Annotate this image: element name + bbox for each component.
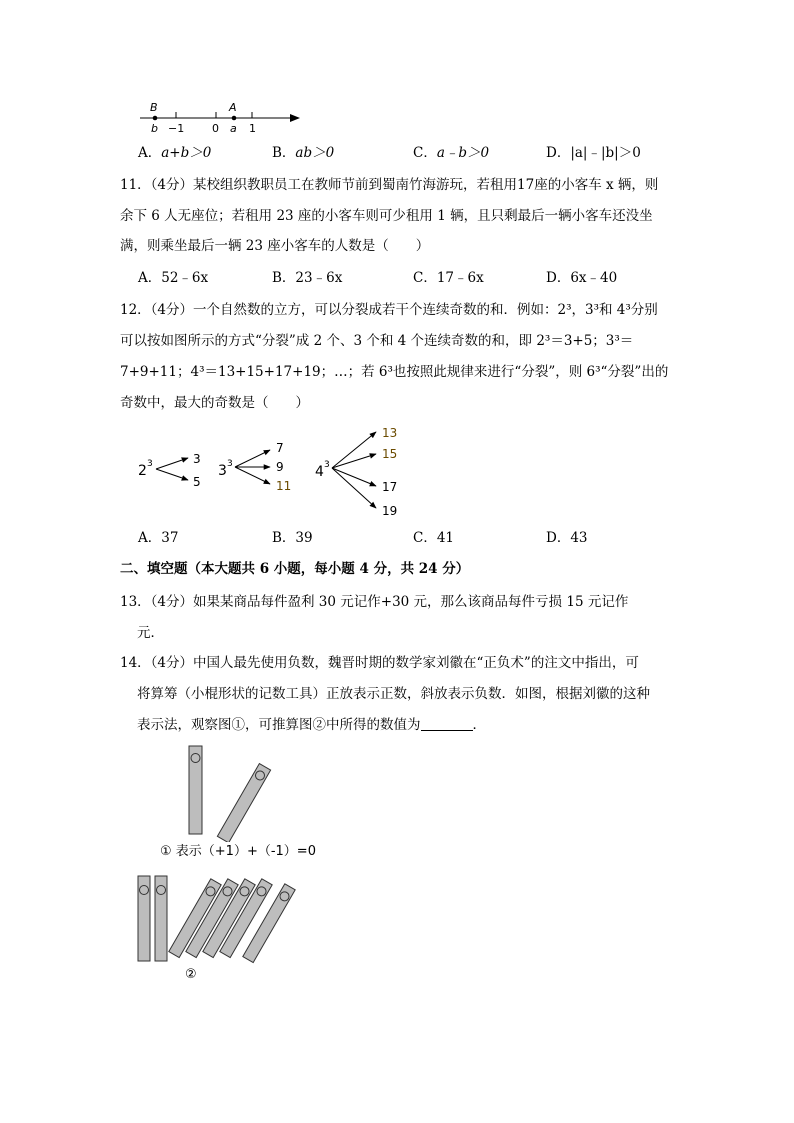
q11-line-2: 余下 6 人无座位；若租用 23 座的小客车则可少租用 1 辆，且只剩最后一辆小客车还没坐 bbox=[120, 208, 653, 224]
q11-option-d[interactable]: D．6x﹣40 bbox=[546, 270, 618, 286]
odd-5: 5 bbox=[193, 475, 201, 489]
q14-line-3 bbox=[137, 715, 486, 735]
q10-option-a-expr: a+b＞0 bbox=[161, 145, 212, 161]
q12-option-b[interactable]: B．39 bbox=[272, 530, 313, 546]
number-line-arrow bbox=[290, 114, 300, 122]
q12-line-2: 可以按如图所示的方式“分裂”成 2 个、3 个和 4 个连续奇数的和，即 2³＝3+5；3³＝ bbox=[120, 333, 634, 349]
base-three: 3 bbox=[218, 463, 227, 479]
odd-7: 7 bbox=[276, 441, 284, 455]
odd-3: 3 bbox=[193, 452, 201, 466]
base-four-exp: 3 bbox=[324, 460, 330, 470]
label-A: A bbox=[229, 101, 237, 114]
rod-slanted bbox=[217, 764, 270, 842]
odd-15: 15 bbox=[382, 447, 398, 461]
q14-line-2: 将算筹（小棍形状的记数工具）正放表示正数，斜放表示负数．如图，根据刘徽的这种 bbox=[137, 686, 650, 702]
odd-11: 11 bbox=[276, 479, 292, 493]
q12-option-c[interactable]: C．41 bbox=[413, 530, 455, 546]
tick-label-a: a bbox=[230, 122, 237, 135]
arrow-4-to-15 bbox=[332, 454, 376, 468]
figure-2-caption: ② bbox=[185, 967, 197, 982]
q10-option-a-letter: A． bbox=[138, 145, 162, 161]
tick-label-minus-one: −1 bbox=[168, 122, 185, 135]
figure-1-caption: ① 表示（+1）+（-1）=0 bbox=[160, 844, 316, 859]
arrow-4-to-17 bbox=[332, 468, 376, 486]
q11-line-1: 11．（4分）某校组织教职员工在教师节前到蜀南竹海游玩，若租用17座的小客车 x 辆，则 bbox=[120, 177, 659, 193]
cube-split-figure bbox=[130, 420, 420, 525]
odd-13: 13 bbox=[382, 426, 398, 440]
number-line-figure bbox=[136, 98, 306, 138]
q10-option-b-expr: ab＞0 bbox=[295, 145, 335, 161]
q11-option-c[interactable]: C．17﹣6x bbox=[413, 270, 484, 286]
q10-option-b[interactable] bbox=[272, 143, 334, 163]
q12-line-3: 7+9+11；4³＝13+15+17+19；…；若 6³也按照此规律来进行“分裂”，则 6³“分裂”出的 bbox=[120, 364, 669, 380]
q13-line-2: 元． bbox=[137, 625, 164, 641]
q13-line-1: 13．（4分）如果某商品每件盈利 30 元记作+30 元，那么该商品每件亏损 15 元记作 bbox=[120, 594, 629, 610]
base-four: 4 bbox=[315, 464, 324, 480]
q10-option-c-expr: a﹣b＞0 bbox=[436, 145, 490, 161]
base-two-exp: 3 bbox=[147, 459, 153, 469]
label-B: B bbox=[150, 101, 158, 114]
arrow-3-to-7 bbox=[235, 450, 270, 467]
point-a-dot bbox=[232, 116, 237, 121]
q10-option-d-expr: |a|﹣|b|＞0 bbox=[570, 145, 641, 161]
rod-slanted-5 bbox=[243, 884, 295, 963]
tick-label-b: b bbox=[151, 122, 158, 135]
q10-option-d-letter: D． bbox=[546, 145, 571, 161]
arrow-4-to-13 bbox=[332, 432, 376, 468]
q14-line-3-end: ． bbox=[472, 717, 486, 733]
arrow-3-to-11 bbox=[235, 467, 270, 484]
q14-answer-blank[interactable] bbox=[421, 716, 473, 731]
q11-option-b[interactable]: B．23﹣6x bbox=[272, 270, 343, 286]
q10-option-a[interactable] bbox=[138, 143, 211, 163]
q10-option-c[interactable] bbox=[413, 143, 489, 163]
base-two: 2 bbox=[138, 463, 147, 479]
odd-9: 9 bbox=[276, 460, 284, 474]
q12-option-d[interactable]: D．43 bbox=[546, 530, 588, 546]
q10-option-b-letter: B． bbox=[272, 145, 296, 161]
q12-line-4: 奇数中，最大的奇数是（ ） bbox=[120, 395, 309, 411]
tick-label-one: 1 bbox=[249, 122, 256, 135]
base-three-exp: 3 bbox=[227, 459, 233, 469]
q10-option-d[interactable] bbox=[546, 143, 641, 163]
q11-line-3: 满，则乘坐最后一辆 23 座小客车的人数是（ ） bbox=[120, 238, 430, 254]
tick-label-zero: 0 bbox=[212, 122, 219, 135]
q14-line-1: 14．（4分）中国人最先使用负数，魏晋时期的数学家刘徽在“正负术”的注文中指出，可 bbox=[120, 655, 639, 671]
q11-option-a[interactable]: A．52﹣6x bbox=[138, 270, 209, 286]
point-b-dot bbox=[153, 116, 158, 121]
arrow-2-to-3 bbox=[156, 458, 188, 469]
arrow-4-to-19 bbox=[332, 468, 376, 508]
arrow-2-to-5 bbox=[156, 469, 188, 480]
counting-rods-figure-1 bbox=[180, 742, 280, 842]
counting-rods-figure-2 bbox=[134, 870, 304, 965]
odd-19: 19 bbox=[382, 504, 398, 518]
section-2-title: 二、填空题（本大题共 6 小题，每小题 4 分，共 24 分） bbox=[120, 561, 470, 577]
q12-option-a[interactable]: A．37 bbox=[138, 530, 179, 546]
odd-17: 17 bbox=[382, 480, 398, 494]
q12-line-1: 12．（4分）一个自然数的立方，可以分裂成若干个连续奇数的和．例如：2³，3³和 4³分别 bbox=[120, 302, 658, 318]
q14-line-3-text: 表示法，观察图①，可推算图②中所得的数值为 bbox=[137, 717, 421, 733]
q10-option-c-letter: C． bbox=[413, 145, 437, 161]
